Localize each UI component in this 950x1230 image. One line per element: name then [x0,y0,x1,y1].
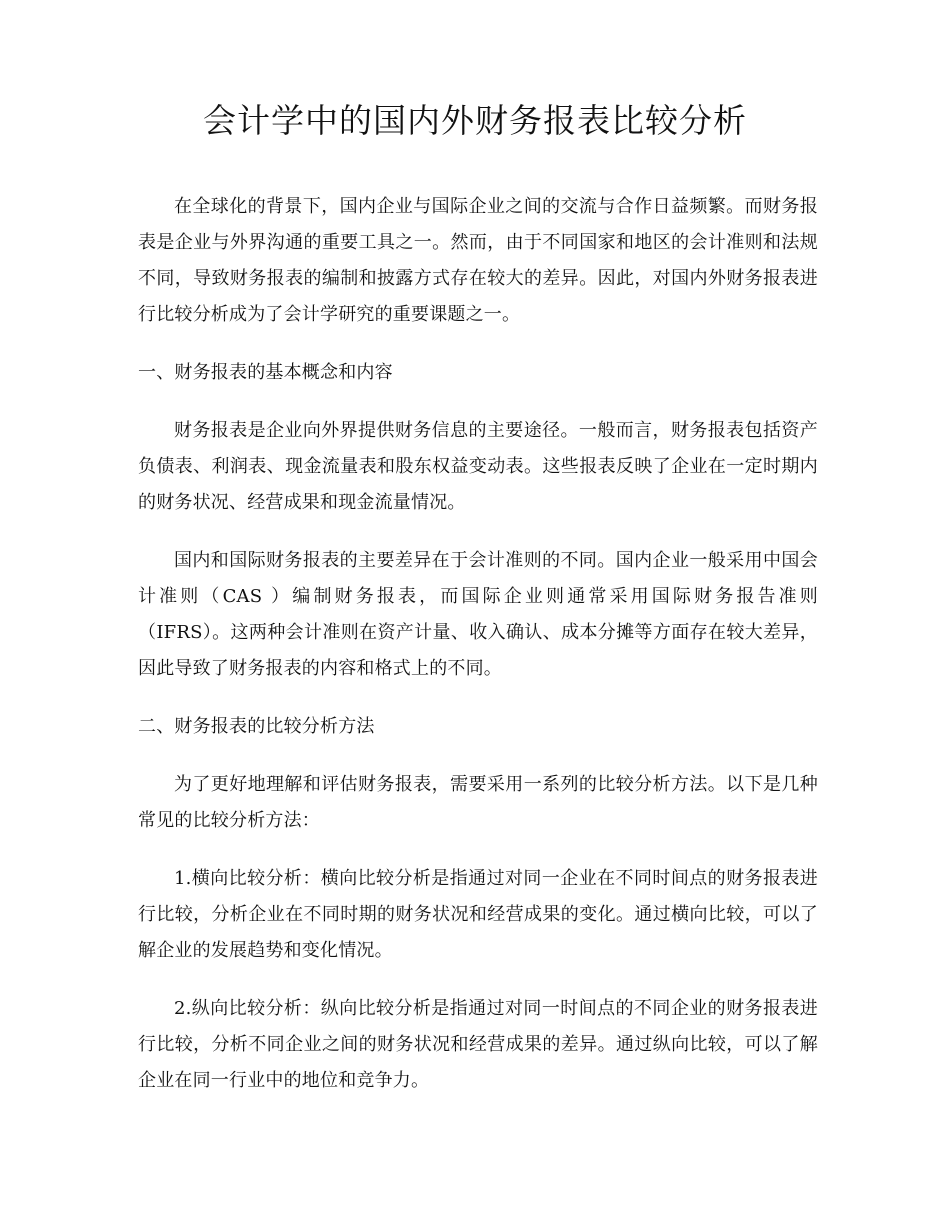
section-2-list-item-2: 2.纵向比较分析：纵向比较分析是指通过对同一时间点的不同企业的财务报表进行比较，分析不同企业之间的财务状况和经营成果的差异。通过纵向比较，可以了解企业在同一行业中的地位和竞争力。 [138,998,818,1091]
section-1-paragraph-1: 财务报表是企业向外界提供财务信息的主要途径。一般而言，财务报表包括资产负债表、利润表、现金流量表和股东权益变动表。这些报表反映了企业在一定时期内的财务状况、经营成果和现金流量情况。 [138,420,818,513]
section-1-paragraph-2: 国内和国际财务报表的主要差异在于会计准则的不同。国内企业一般采用中国会计准则（CAS ）编制财务报表，而国际企业则通常采用国际财务报告准则（IFRS）。这两种会计准则在资产计量、收入确认、成本分摊等方面存在较大差异，因此导致了财务报表的内容和格式上的不同。 [138,550,818,679]
section-2-paragraph-1: 为了更好地理解和评估财务报表，需要采用一系列的比较分析方法。以下是几种常见的比较分析方法： [138,774,818,831]
document-body [138,189,818,1121]
section-heading-1: 一、财务报表的基本概念和内容 [138,362,393,383]
section-heading-2: 二、财务报表的比较分析方法 [138,716,375,737]
intro-paragraph: 在全球化的背景下，国内企业与国际企业之间的交流与合作日益频繁。而财务报表是企业与外界沟通的重要工具之一。然而，由于不同国家和地区的会计准则和法规不同，导致财务报表的编制和披露方式存在较大的差异。因此，对国内外财务报表进行比较分析成为了会计学研究的重要课题之一。 [138,196,818,325]
document-title: 会计学中的国内外财务报表比较分析 [203,101,747,140]
section-2-list-item-1: 1.横向比较分析：横向比较分析是指通过对同一企业在不同时间点的财务报表进行比较，分析企业在不同时期的财务状况和经营成果的变化。通过横向比较，可以了解企业的发展趋势和变化情况。 [138,868,818,961]
